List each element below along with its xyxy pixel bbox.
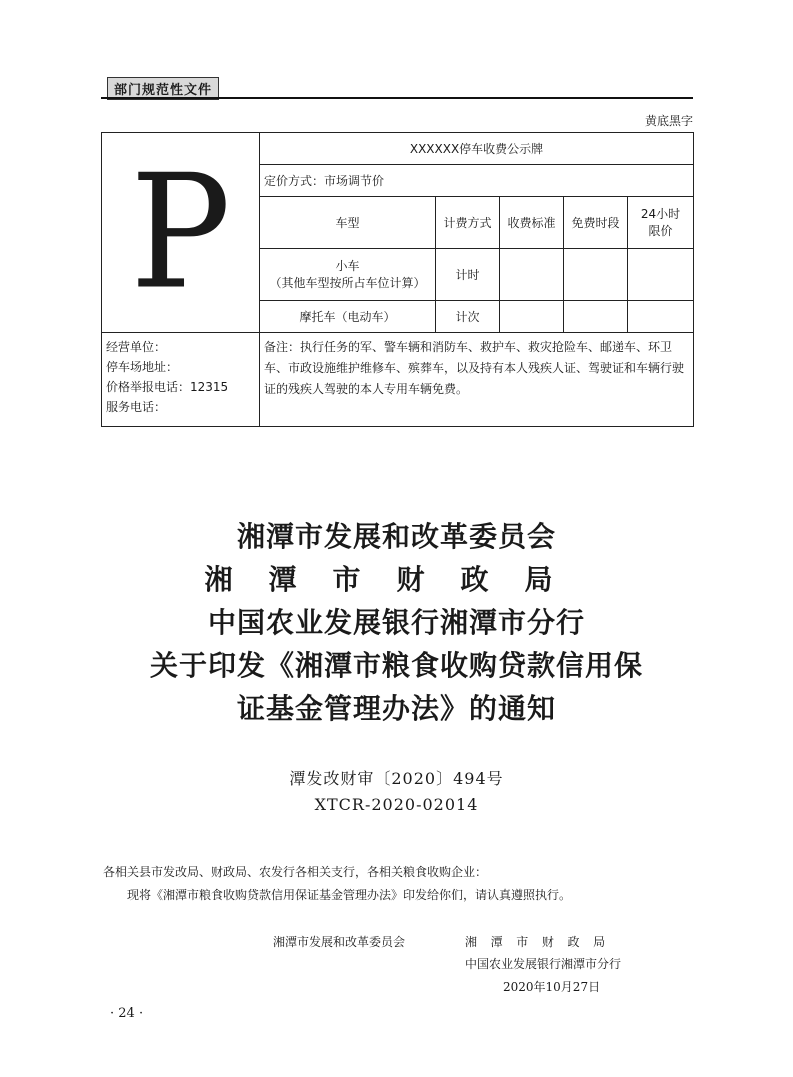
sign-title: XXXXXX停车收费公示牌 [260,133,694,165]
complaint-phone: 价格举报电话：12315 [106,380,229,394]
title-issuer-2: 湘潭市财政局 [204,563,589,596]
recipients: 各相关县市发改局、财政局、农发行各相关支行，各相关粮食收购企业： [103,865,488,879]
row-small-car-limit [628,249,694,301]
document-code: XTCR-2020-02014 [314,795,479,814]
row-motorcycle-type: 摩托车（电动车） [260,301,436,333]
signature-org-3: 中国农业发展银行湘潭市分行 [465,957,622,971]
parking-fee-sign-table [101,132,694,427]
section-tag: 部门规范性文件 [107,77,219,100]
col-header-free-period: 免费时段 [564,197,628,249]
document-title [0,515,793,730]
title-issuer-3: 中国农业发展银行湘潭市分行 [207,606,585,639]
col-header-fee-standard: 收费标准 [500,197,564,249]
col-header-billing-method: 计费方式 [436,197,500,249]
signature-org-1: 湘潭市发展和改革委员会 [273,935,406,949]
col-header-24h: 24小时 [640,206,681,221]
title-issuer-1: 湘潭市发展和改革委员会 [236,520,556,553]
lot-address: 停车场地址： [106,360,179,374]
body-paragraph: 现将《湘潭市粮食收购贷款信用保证基金管理办法》印发给你们，请认真遵照执行。 [127,888,572,902]
row-motorcycle-fee [500,301,564,333]
row-motorcycle-limit [628,301,694,333]
title-subject-1: 关于印发《湘潭市粮食收购贷款信用保 [149,649,643,682]
row-motorcycle-method: 计次 [436,301,500,333]
col-header-24h-limit [628,197,694,249]
title-subject-2: 证基金管理办法》的通知 [236,692,556,725]
header-rule [101,97,693,99]
page-number: · 24 · [110,1006,144,1021]
row-small-car-type [260,249,436,301]
row-small-car-free [564,249,628,301]
small-car-note: （其他车型按所占车位计算） [269,275,426,290]
document-number: 潭发改财审〔2020〕494号 [289,769,504,788]
col-header-vehicle-type: 车型 [260,197,436,249]
signature-date: 2020年10月27日 [503,980,601,994]
pricing-method: 定价方式：市场调节价 [260,165,694,197]
service-phone: 服务电话： [106,400,167,414]
operator-unit: 经营单位： [106,340,167,354]
parking-p-icon: P [130,141,231,324]
sign-color-note: 黄底黑字 [644,114,693,128]
row-small-car-fee [500,249,564,301]
small-car-label: 小车 [335,258,360,273]
signature-org-2: 湘 潭 市 财 政 局 [465,935,608,949]
operator-info [102,333,260,427]
row-small-car-method: 计时 [436,249,500,301]
sign-remark: 备注：执行任务的军、警车辆和消防车、救护车、救灾抢险车、邮递车、环卫车、市政设施维护维修车、殡葬车，以及持有本人残疾人证、驾驶证和车辆行驶证的残疾人驾驶的本人专用车辆免费。 [260,333,694,427]
col-header-limit: 限价 [648,223,673,238]
row-motorcycle-free [564,301,628,333]
parking-symbol-cell [102,133,260,333]
